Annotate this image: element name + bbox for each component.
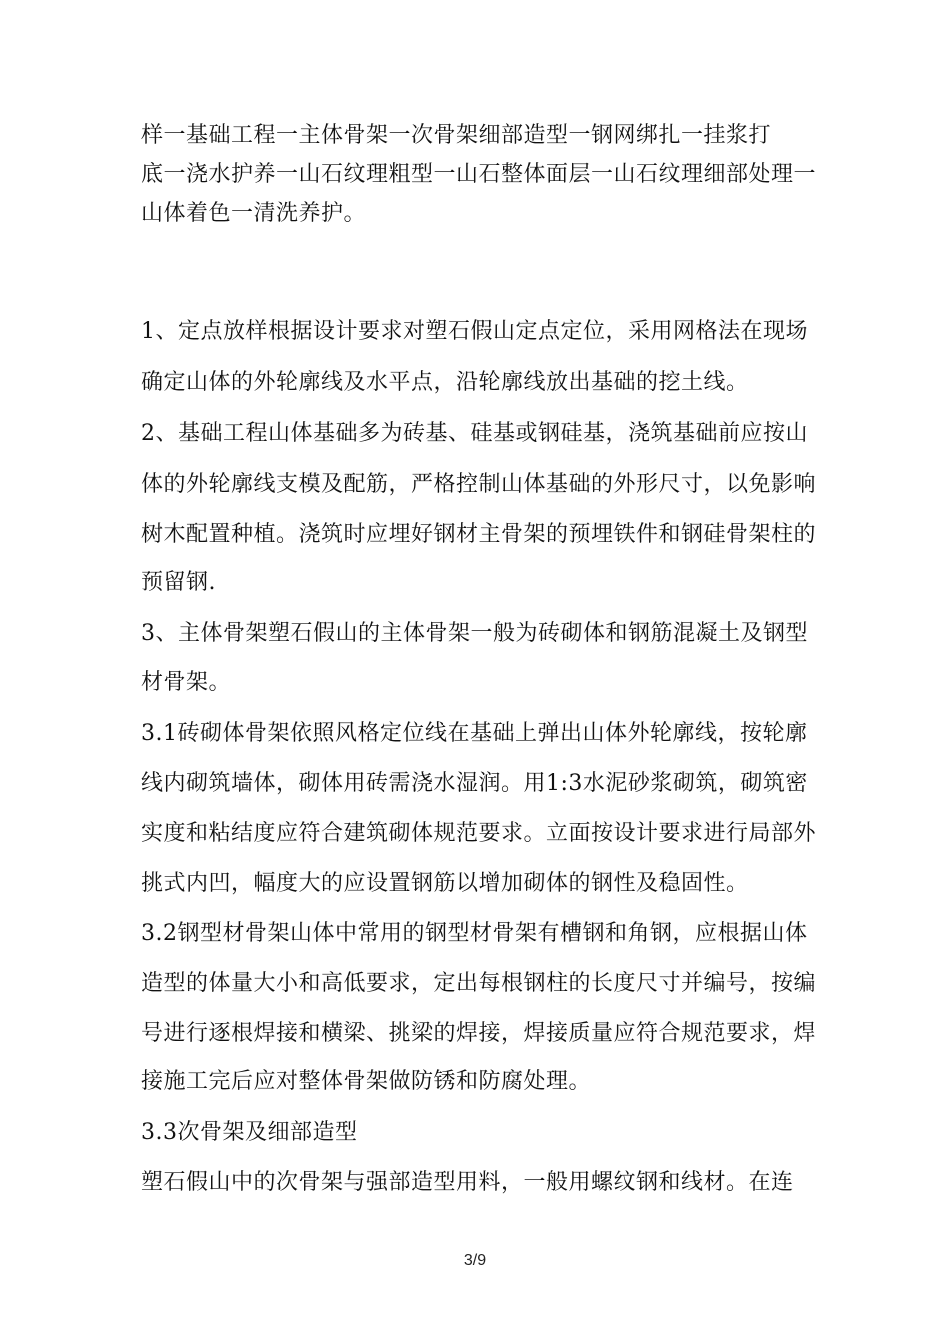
text-line: 挑式内凹，幅度大的应设置钢筋以增加砌体的钢性及稳固性。 bbox=[141, 871, 749, 896]
text-line: 3.2钢型材骨架山体中常用的钢型材骨架有槽钢和角钢，应根据山体 bbox=[141, 921, 808, 946]
page-number: 3/9 bbox=[463, 1252, 487, 1269]
text-line: 线内砌筑墙体，砌体用砖需浇水湿润。用1:3水泥砂浆砌筑，砌筑密 bbox=[141, 771, 808, 796]
text-line: 2、基础工程山体基础多为砖基、硅基或钢硅基，浇筑基础前应按山 bbox=[141, 421, 808, 446]
text-line: 树木配置种植。浇筑时应埋好钢材主骨架的预埋铁件和钢硅骨架柱的 bbox=[141, 522, 817, 547]
text-line: 底一浇水护养一山石纹理粗型一山石整体面层一山石纹理细部处理一 bbox=[141, 162, 817, 187]
text-line: 3.1砖砌体骨架依照风格定位线在基础上弹出山体外轮廓线，按轮廓 bbox=[141, 721, 808, 746]
text-line: 预留钢. bbox=[141, 570, 216, 595]
text-line: 确定山体的外轮廓线及水平点，沿轮廓线放出基础的挖土线。 bbox=[141, 370, 749, 395]
text-line: 塑石假山中的次骨架与强部造型用料，一般用螺纹钢和线材。在连 bbox=[141, 1170, 794, 1195]
text-line: 山体着色一清洗养护。 bbox=[141, 201, 367, 226]
text-line: 体的外轮廓线支模及配筋，严格控制山体基础的外形尺寸，以免影响 bbox=[141, 472, 817, 497]
text-line: 样一基础工程一主体骨架一次骨架细部造型一钢网绑扎一挂浆打 bbox=[141, 123, 772, 148]
section-heading: 3.3次骨架及细部造型 bbox=[141, 1120, 358, 1145]
text-line: 号进行逐根焊接和横梁、挑梁的焊接，焊接质量应符合规范要求，焊 bbox=[141, 1021, 817, 1046]
text-line: 1、定点放样根据设计要求对塑石假山定点定位，采用网格法在现场 bbox=[141, 319, 808, 344]
text-line: 接施工完后应对整体骨架做防锈和防腐处理。 bbox=[141, 1069, 592, 1094]
text-line: 材骨架。 bbox=[141, 670, 232, 695]
text-line: 实度和粘结度应符合建筑砌体规范要求。立面按设计要求进行局部外 bbox=[141, 821, 817, 846]
text-line: 造型的体量大小和高低要求，定出每根钢柱的长度尺寸并编号，按编 bbox=[141, 971, 817, 996]
text-line: 3、主体骨架塑石假山的主体骨架一般为砖砌体和钢筋混凝土及钢型 bbox=[141, 621, 808, 646]
